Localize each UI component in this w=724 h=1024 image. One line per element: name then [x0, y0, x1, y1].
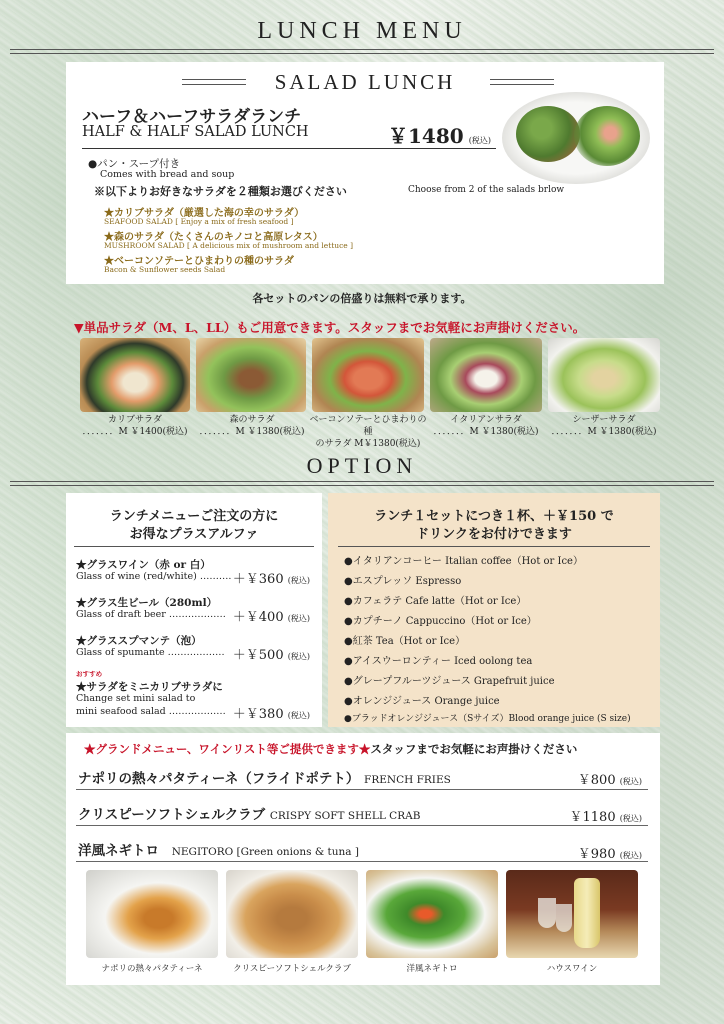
- opt-spumante-price-wrap: [233, 644, 310, 663]
- choice-3-jp: ★ベーコンソテーとひまわりの種のサラダ: [104, 256, 294, 267]
- drink-item-9: ●ブラッドオレンジジュース（Sサイズ）Blood orange juice (S size): [344, 714, 631, 724]
- drinks-heading-2: ドリンクをお付けできます: [416, 527, 572, 542]
- drink-item-4: ●カプチーノ Cappuccino（Hot or Ice）: [344, 616, 537, 627]
- salad-item-5: [546, 414, 662, 438]
- drink-item-2: ●エスプレッソ Espresso: [344, 576, 462, 587]
- salad-lunch-panel: [66, 62, 664, 284]
- opt-mini-salad-en2-row: mini seafood salad ………………: [76, 706, 226, 717]
- forest-salad-photo: [196, 338, 306, 412]
- opt-mini-salad-en: Change set mini salad to: [76, 693, 196, 704]
- salad-lunch-underline: [82, 148, 496, 149]
- opt-wine-price-wrap: [233, 568, 310, 587]
- salad-item-3: [308, 414, 428, 450]
- option-left-divider: [74, 546, 314, 547]
- opt-mini-salad-price: ＋￥380: [232, 707, 284, 722]
- salad-lunch-title: SALAD LUNCH: [274, 70, 456, 94]
- grand-item-3-tax: (税込): [619, 851, 642, 860]
- single-salad-banner: ▼単品サラダ（M、L、LL）もご用意できます。スタッフまでお気軽にお声掛けください。: [74, 320, 586, 335]
- grand-item-2-price: ￥1180: [569, 810, 616, 825]
- bacon-sunflower-salad-photo: [312, 338, 424, 412]
- photo-caption-3: 洋風ネギトロ: [406, 964, 458, 974]
- salad-lunch-price: ￥1480: [388, 124, 464, 148]
- drink-item-3: ●カフェラテ Cafe latte（Hot or Ice）: [344, 596, 527, 607]
- option-left-heading-2: お得なプラスアルファ: [129, 527, 259, 542]
- grand-banner-red: ★グランドメニュー、ワインリスト等ご提供できます★: [84, 742, 371, 756]
- choice-1-jp: ★カリブサラダ（厳選した海の幸のサラダ）: [104, 208, 305, 219]
- drink-item-6: ●アイスウーロンティー Iced oolong tea: [344, 656, 533, 667]
- grand-banner-black: スタッフまでお気軽にお声掛けください: [370, 742, 578, 756]
- opt-wine-en: Glass of wine (red/white): [76, 571, 197, 582]
- salad-item-2-price: ．．．．．．．M ￥1380(税込): [199, 427, 305, 437]
- caesar-salad-photo: [548, 338, 660, 412]
- grand-item-2-en: CRISPY SOFT SHELL CRAB: [269, 810, 421, 822]
- grand-item-3-price: ￥980: [577, 847, 616, 862]
- wine-glass-2: [556, 904, 572, 932]
- salad-item-2-name: 森のサラダ: [229, 415, 275, 425]
- salad-item-5-price: ．．．．．．．M ￥1380(税込): [551, 427, 657, 437]
- salad-item-2: [196, 414, 308, 438]
- grand-row-divider-2: [76, 825, 648, 826]
- opt-wine-price: ＋￥360: [232, 572, 284, 587]
- option-title: OPTION: [306, 453, 418, 478]
- header-divider: [10, 49, 714, 50]
- salad-lunch-tax: (税込): [468, 136, 492, 145]
- option-left-heading-1: ランチメニューご注文の方に: [109, 509, 279, 524]
- bread-soup-en: Comes with bread and soup: [100, 169, 235, 180]
- option-divider: [10, 481, 714, 482]
- opt-spumante-en-row: Glass of spumante ………………: [76, 647, 225, 658]
- opt-beer-en: Glass of draft beer: [76, 609, 166, 620]
- house-wine-photo: [506, 870, 638, 958]
- photo-caption-1: ナポリの熱々パタティーネ: [101, 964, 203, 974]
- recommend-badge: おすすめ: [76, 670, 103, 678]
- salad-left-portion: [516, 106, 580, 162]
- choose-en: Choose from 2 of the salads brlow: [408, 185, 565, 195]
- choose-jp: ※以下よりお好きなサラダを２種類お選びください: [94, 185, 347, 198]
- drink-item-5: ●紅茶 Tea（Hot or Ice）: [344, 636, 466, 647]
- salad-right-portion: [574, 106, 640, 166]
- salad-item-3-price: のサラダ M￥1380(税込): [315, 439, 421, 449]
- opt-mini-salad-tax: (税込): [287, 711, 310, 720]
- grand-item-1-tax: (税込): [619, 777, 642, 786]
- negitoro-photo: [366, 870, 498, 958]
- salad-item-5-name: シーザーサラダ: [572, 415, 636, 425]
- option-drinks-panel: [328, 493, 660, 727]
- opt-mini-salad-jp: ★サラダをミニカリブサラダに: [76, 681, 223, 693]
- choice-2-jp: ★森のサラダ（たくさんのキノコと高原レタス）: [104, 232, 323, 243]
- wine-carafe: [574, 878, 600, 948]
- italian-salad-photo: [430, 338, 542, 412]
- salad-lunch-name-jp: ハーフ＆ハーフサラダランチ: [82, 107, 302, 127]
- grand-item-1-jp: ナポリの熱々パタティーネ（フライドポテト）: [78, 771, 360, 787]
- bread-note: 各セットのパンの倍盛りは無料で承ります。: [252, 292, 472, 305]
- caribbean-salad-photo: [80, 338, 190, 412]
- opt-spumante-tax: (税込): [287, 652, 310, 661]
- opt-spumante-en: Glass of spumante: [76, 647, 165, 658]
- salad-lunch-name-en: HALF & HALF SALAD LUNCH: [82, 124, 309, 140]
- grand-item-3-jp: 洋風ネギトロ: [78, 843, 159, 859]
- option-left-panel: [66, 493, 322, 727]
- grand-item-3-price-wrap: [578, 843, 642, 862]
- opt-spumante-jp: ★グラススプマンテ（泡）: [76, 635, 202, 647]
- grand-row-divider-3: [76, 861, 648, 862]
- choice-3-en: Bacon & Sunflower seeds Salad: [104, 265, 226, 274]
- title-deco-right: [490, 79, 554, 85]
- opt-wine-tax: (税込): [287, 576, 310, 585]
- opt-mini-salad-en2: mini seafood salad: [76, 706, 166, 717]
- bread-soup-jp: ●パン・スープ付き: [88, 158, 181, 170]
- grand-banner: [84, 741, 577, 757]
- salad-item-3-name: ベーコンソテーとひまわりの種: [309, 415, 427, 437]
- drinks-heading-1: ランチ１セットにつき１杯、＋￥150 で: [374, 509, 614, 524]
- half-half-plate-photo: [502, 92, 650, 184]
- photo-caption-2: クリスピーソフトシェルクラブ: [233, 964, 351, 974]
- header-divider-2: [10, 53, 714, 54]
- salad-item-1-name: カリブサラダ: [108, 415, 162, 425]
- salad-item-4-name: イタリアンサラダ: [450, 415, 522, 425]
- drinks-divider: [338, 546, 650, 547]
- grand-item-2-tax: (税込): [619, 814, 642, 823]
- grand-menu-panel: [66, 733, 660, 985]
- grand-item-1-price-wrap: [578, 769, 642, 788]
- opt-beer-price-wrap: [233, 606, 310, 625]
- grand-item-2-jp: クリスピーソフトシェルクラブ: [78, 807, 266, 823]
- opt-beer-tax: (税込): [287, 614, 310, 623]
- opt-wine-en-row: Glass of wine (red/white) ……….: [76, 571, 232, 582]
- opt-beer-price: ＋￥400: [232, 610, 284, 625]
- grand-item-1: [78, 767, 451, 787]
- wine-glass-1: [538, 898, 556, 928]
- drink-item-7: ●グレープフルーツジュース Grapefruit juice: [344, 676, 555, 687]
- opt-beer-en-row: Glass of draft beer ………………: [76, 609, 226, 620]
- grand-row-divider-1: [76, 789, 648, 790]
- grand-item-3: [78, 839, 359, 859]
- photo-caption-4: ハウスワイン: [546, 964, 598, 974]
- salad-item-4: [428, 414, 544, 438]
- option-divider-2: [10, 485, 714, 486]
- grand-item-3-en: NEGITORO [Green onions & tuna ]: [171, 846, 359, 858]
- soft-shell-crab-photo: [226, 870, 358, 958]
- salad-item-1-price: ．．．．．．．M ￥1400(税込): [82, 427, 188, 437]
- salad-lunch-price-wrap: [388, 120, 491, 149]
- salad-item-1: [80, 414, 190, 438]
- opt-beer-jp: ★グラス生ビール（280ml）: [76, 597, 218, 609]
- drink-item-8: ●オレンジジュース Orange juice: [344, 696, 500, 707]
- grand-item-2: [78, 803, 420, 823]
- choice-2-en: MUSHROOM SALAD [ A delicious mix of mushroom and lettuce ]: [104, 241, 354, 250]
- grand-item-1-en: FRENCH FRIES: [364, 774, 451, 786]
- opt-mini-salad-price-wrap: [233, 703, 310, 722]
- salad-item-4-price: ．．．．．．．M ￥1380(税込): [433, 427, 539, 437]
- choice-1-en: SEAFOOD SALAD [ Enjoy a mix of fresh seafood ]: [104, 217, 294, 226]
- page-title: LUNCH MENU: [257, 18, 467, 44]
- drink-item-1: ●イタリアンコーヒー Italian coffee（Hot or Ice）: [344, 556, 583, 567]
- grand-item-2-price-wrap: [570, 806, 642, 825]
- grand-item-1-price: ￥800: [577, 773, 616, 788]
- opt-spumante-price: ＋￥500: [232, 648, 284, 663]
- opt-wine-jp: ★グラスワイン（赤 or 白）: [76, 559, 211, 571]
- french-fries-photo: [86, 870, 218, 958]
